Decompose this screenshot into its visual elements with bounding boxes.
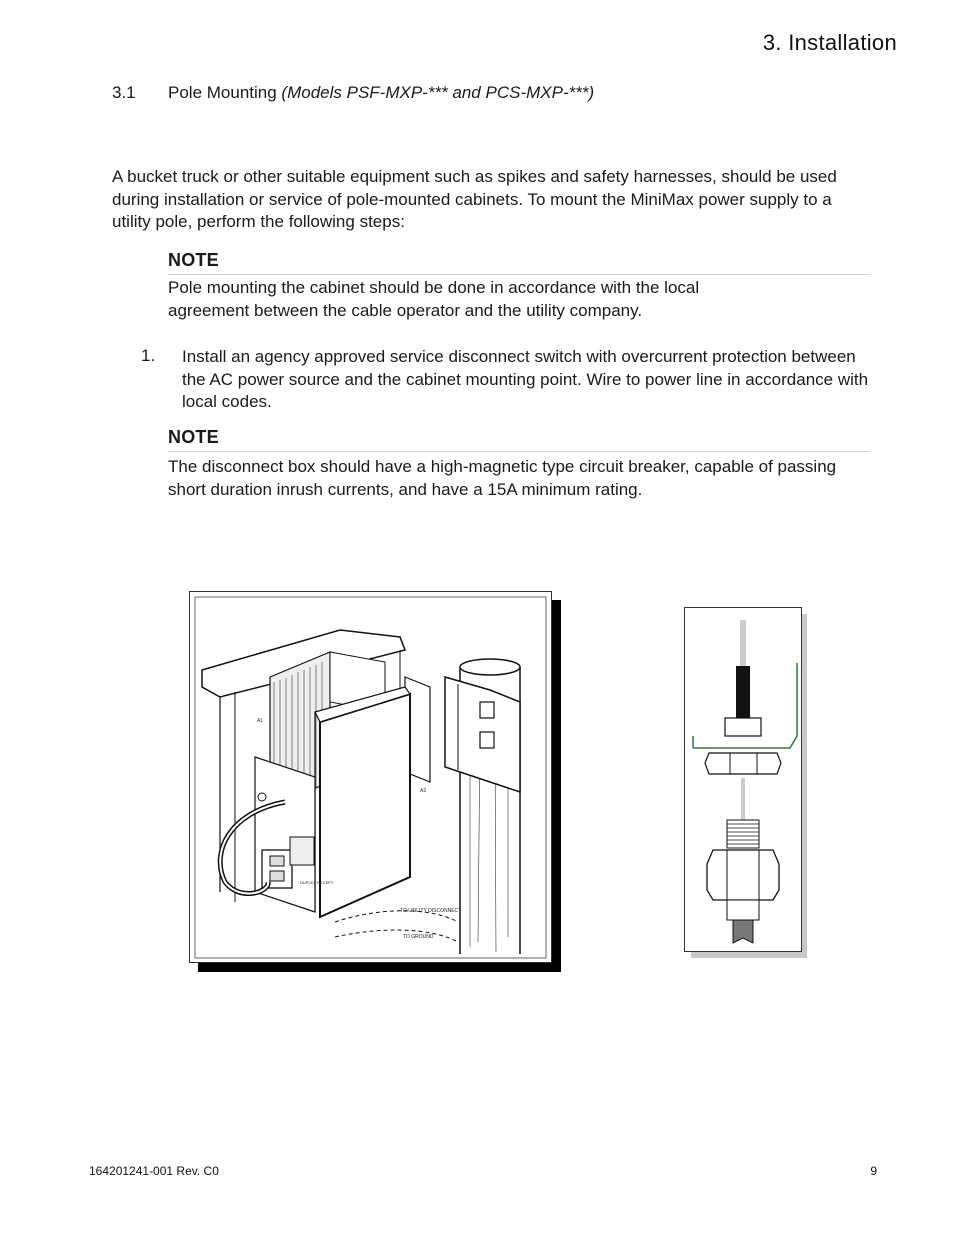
note-heading: NOTE bbox=[168, 427, 219, 447]
note-block bbox=[168, 427, 870, 501]
label-ground: TO GROUND bbox=[403, 934, 434, 940]
note-divider bbox=[168, 274, 870, 275]
section-number: 3.1 bbox=[112, 83, 136, 102]
step-text: Install an agency approved service disconnect switch with overcurrent protection between the AC power source and the cabinet mounting point. Wire to power line in accordance with local codes. bbox=[182, 347, 869, 411]
section-subtitle: (Models PSF-MXP-*** and PCS-MXP-***) bbox=[281, 83, 595, 102]
label-a2: A2 bbox=[420, 788, 427, 794]
note-divider bbox=[168, 451, 870, 452]
step-number: 1. bbox=[141, 346, 156, 365]
section-title-text: Pole Mounting bbox=[168, 83, 277, 102]
doc-number: 164201241-001 Rev. C0 bbox=[89, 1164, 219, 1178]
cabinet-mounting-figure bbox=[189, 591, 552, 963]
note-body: Pole mounting the cabinet should be done in accordance with the local agreement between the cable operator and the utility company. bbox=[168, 278, 700, 320]
note-heading: NOTE bbox=[168, 250, 219, 270]
label-utility: TO UTILITY DISCONNECT bbox=[400, 908, 462, 914]
intro-paragraph: A bucket truck or other suitable equipment such as spikes and safety harnesses, should be used during installation or service of pole-mounted cabinets. To mount the MiniMax power supply to a utility pole, perform the following steps: bbox=[112, 167, 837, 231]
fitting-illustration bbox=[685, 608, 801, 951]
label-a1: A1 bbox=[257, 718, 264, 724]
section-title bbox=[168, 83, 594, 103]
cable-fitting-figure bbox=[684, 607, 802, 952]
chapter-title: 3. Installation bbox=[762, 30, 897, 55]
page-number: 9 bbox=[870, 1164, 877, 1178]
note-body: The disconnect box should have a high-magnetic type circuit breaker, capable of passing short duration inrush currents, and have a 15A minimum rating. bbox=[168, 457, 837, 499]
cabinet-illustration bbox=[190, 592, 551, 962]
note-block bbox=[168, 250, 870, 322]
label-outlet: DUPLEX RECEPT. bbox=[300, 880, 335, 885]
